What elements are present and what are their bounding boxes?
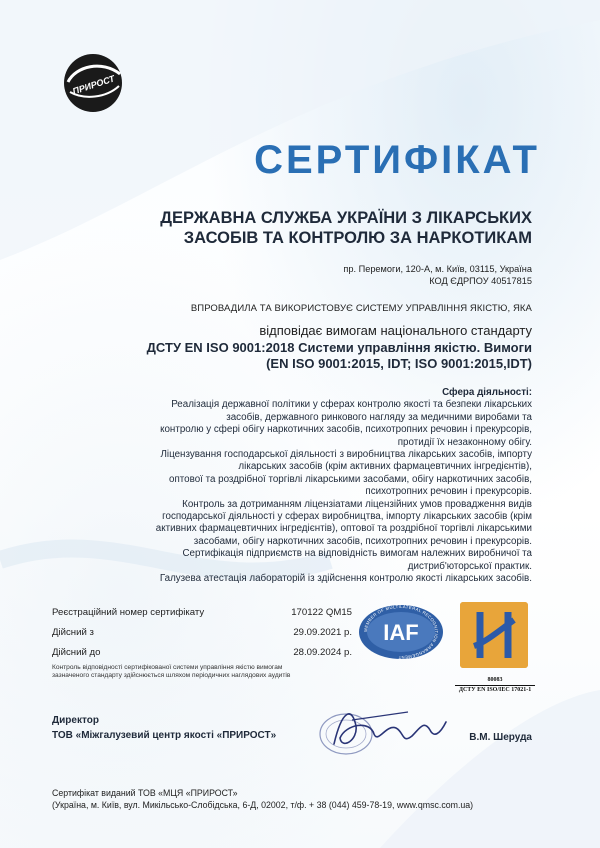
scope-line: засобами, обігу наркотичних засобів, психотропних речовин і прекурсорів. [193,535,532,547]
registration-number-value: 170122 QM15 [291,607,352,618]
valid-from-label: Дійсний з [52,627,94,638]
issued-line: Сертифікат виданий ТОВ «МЦЯ «ПРИРОСТ» [52,788,238,798]
scope-line: засобів, державного ринкового нагляду за медичними виробами та [226,411,532,423]
director-name: В.М. Шеруда [469,732,532,743]
accreditation-caption [455,677,535,694]
issued-by [52,788,542,811]
registration-details [52,607,352,667]
surveillance-note [52,664,352,681]
signature-icon [312,700,452,762]
accreditation-number: 80083 [487,677,503,683]
scope-line: Сертифікація підприємств на відповідність вимогам належних виробничої та [182,548,532,560]
scope-line: господарської діяльності у сферах виробництва, імпорту лікарських засобів (крім [162,511,532,523]
scope-of-activity [70,387,532,586]
scope-line: контролю у сфері обігу наркотичних засобів, психотропних речовин і прекурсорів, [160,424,532,436]
scope-line: Ліцензування господарської діяльності з виробництва лікарських засобів, імпорту [160,449,532,461]
organization-name-line: ДЕРЖАВНА СЛУЖБА УКРАЇНИ З ЛІКАРСЬКИХ [160,209,532,227]
complies-statement: відповідає вимогам національного стандарту [259,323,532,338]
nau-accreditation-icon [460,602,528,668]
iaf-mark-icon [357,603,445,661]
standard-line: (EN ISO 9001:2015, IDT; ISO 9001:2015,IDT) [266,356,532,371]
director-title: Директор [52,715,99,726]
scope-line: психотропних речовин і прекурсорів. [365,486,532,498]
standard-name [40,340,532,372]
organization-address [150,263,532,287]
iaf-text: IAF [383,620,419,645]
standard-line: ДСТУ EN ISO 9001:2018 Системи управління якістю. Вимоги [146,340,532,355]
scope-line: Реалізація державної політики у сферах контролю якості та безпеки лікарських [171,399,532,411]
issued-line: (Україна, м. Київ, вул. Микільсько-Слобідська, 6-Д, 02002, т/ф. + 38 (044) 459-78-19, www.qmsc.com.ua) [52,799,474,810]
organization-name [60,208,532,248]
iaf-ring-text: MEMBER OF MULTILATERAL RECOGNITION ARRANGEMENT [362,603,440,661]
edrpou-code: КОД ЄДРПОУ 40517815 [429,276,532,286]
valid-from-row [52,627,352,647]
valid-from-value: 29.09.2021 р. [293,627,352,638]
intro-statement: ВПРОВАДИЛА ТА ВИКОРИСТОВУЄ СИСТЕМУ УПРАВЛІННЯ ЯКІСТЮ, ЯКА [190,303,532,314]
valid-to-label: Дійсний до [52,647,101,658]
svg-text:ПРИРОСТ: ПРИРОСТ [71,73,116,97]
scope-line: Галузева атестація лабораторій із здійснення контролю якості лікарських засобів. [159,573,532,585]
scope-line: активних фармацевтичних інгредієнтів), оптової та роздрібної торгівлі лікарськими [155,523,532,535]
registration-number-label: Реєстраційний номер сертифікату [52,607,205,618]
note-line: Контроль відповідності сертифікованої системи управління якістю вимогам [52,664,283,671]
priroct-logo-icon [62,52,124,114]
scope-title: Сфера діяльності: [442,387,532,398]
scope-line: Контроль за дотриманням ліцензіатами ліцензійних умов провадження видів [182,498,532,510]
director-organization: ТОВ «Міжгалузевий центр якості «ПРИРОСТ» [52,730,277,741]
registration-number-row [52,607,352,627]
organization-name-line: ЗАСОБІВ ТА КОНТРОЛЮ ЗА НАРКОТИКАМ [183,229,532,247]
note-line: зазначеного стандарту здійснюється шляхом періодичних наглядових аудитів [52,672,291,680]
scope-line: дистриб'юторської практик. [407,560,532,572]
scope-line: протидії їх незаконному обігу. [397,436,532,448]
scope-line: лікарських засобів (крім активних фармацевтичних інгредієнтів), [238,461,532,473]
scope-line: оптової та роздрібної торгівлі лікарськими засобами, обігу наркотичних засобів, [169,473,532,485]
address-line: пр. Перемоги, 120-А, м. Київ, 03115, Україна [343,264,532,274]
accreditation-standard: ДСТУ EN ISO/IEC 17021-1 [455,685,535,695]
valid-to-value: 28.09.2024 р. [293,647,352,658]
certificate-title: СЕРТИФІКАТ [254,138,540,182]
